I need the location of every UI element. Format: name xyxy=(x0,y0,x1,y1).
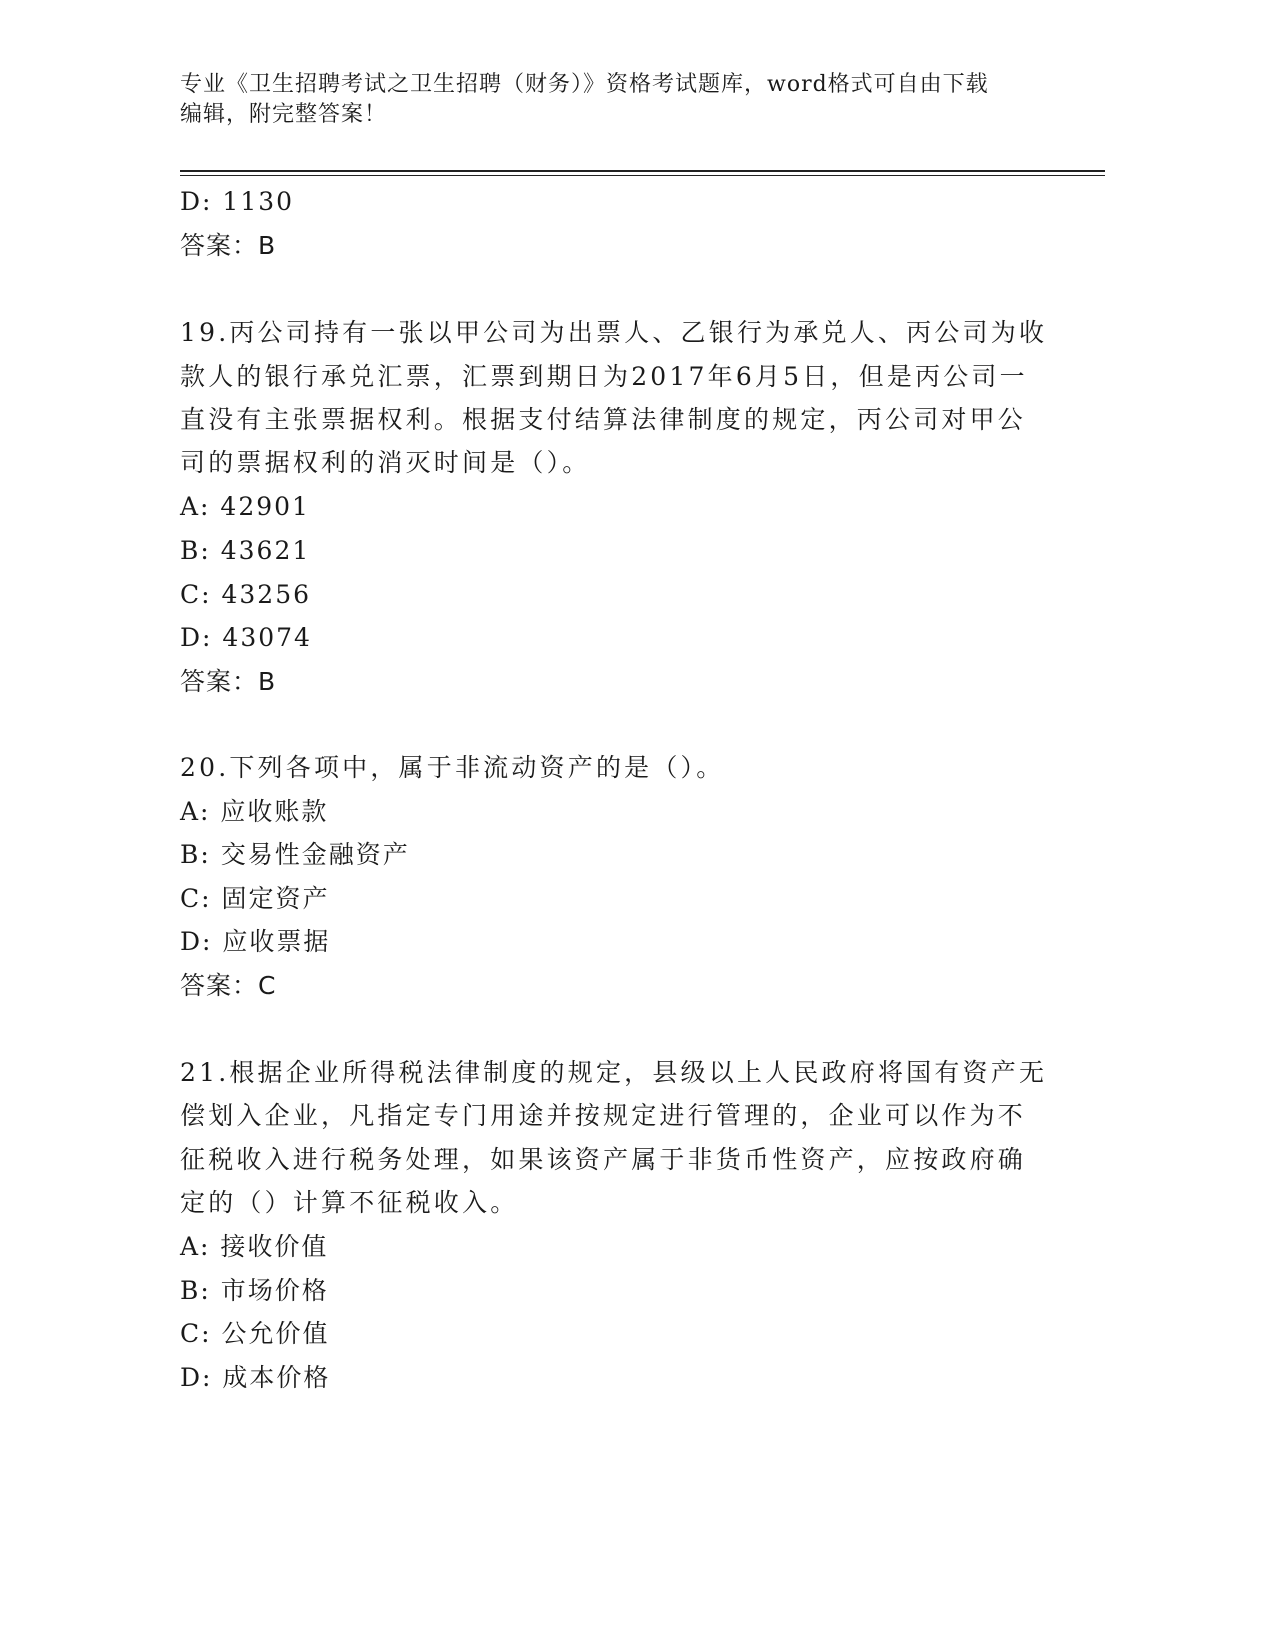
q20-option-a: A: 应收账款 xyxy=(180,797,329,826)
header-divider-thin xyxy=(180,175,1105,176)
q19-text-line-3: 直没有主张票据权利。根据支付结算法律制度的规定，丙公司对甲公 xyxy=(180,405,1027,434)
q19-option-a: A: 42901 xyxy=(180,492,310,521)
document-header xyxy=(180,70,1060,130)
prev-option-d: D: 1130 xyxy=(180,187,295,216)
q20-option-c: C: 固定资产 xyxy=(180,884,330,913)
q21-option-d: D: 成本价格 xyxy=(180,1363,331,1392)
q20-option-b: B: 交易性金融资产 xyxy=(180,840,410,869)
q19-answer: 答案：B xyxy=(180,667,277,696)
q19-text-line-1: 19.丙公司持有一张以甲公司为出票人、乙银行为承兑人、丙公司为收 xyxy=(180,318,1048,347)
q19-text-line-2: 款人的银行承兑汇票，汇票到期日为2017年6月5日，但是丙公司一 xyxy=(180,362,1028,391)
q20-text-line-1: 20.下列各项中，属于非流动资产的是（）。 xyxy=(180,753,725,782)
q21-option-a: A: 接收价值 xyxy=(180,1232,329,1261)
prev-answer: 答案：B xyxy=(180,231,277,260)
q19-option-b: B: 43621 xyxy=(180,536,311,565)
q21-option-c: C: 公允价值 xyxy=(180,1319,330,1348)
q21-option-b: B: 市场价格 xyxy=(180,1276,329,1305)
q21-text-line-3: 征税收入进行税务处理，如果该资产属于非货币性资产，应按政府确 xyxy=(180,1145,1027,1174)
q19-option-c: C: 43256 xyxy=(180,580,312,609)
header-divider-thick xyxy=(180,170,1105,172)
q21-text-line-2: 偿划入企业，凡指定专门用途并按规定进行管理的，企业可以作为不 xyxy=(180,1101,1027,1130)
header-line-1: 专业《卫生招聘考试之卫生招聘（财务）》资格考试题库，word格式可自由下载 xyxy=(180,72,989,97)
header-line-2: 编辑，附完整答案！ xyxy=(180,102,388,127)
q21-text-line-4: 定的（）计算不征税收入。 xyxy=(180,1188,519,1217)
q20-answer: 答案：C xyxy=(180,971,277,1000)
q19-option-d: D: 43074 xyxy=(180,623,312,652)
q20-option-d: D: 应收票据 xyxy=(180,927,331,956)
q19-text-line-4: 司的票据权利的消灭时间是（）。 xyxy=(180,448,591,477)
q21-text-line-1: 21.根据企业所得税法律制度的规定，县级以上人民政府将国有资产无 xyxy=(180,1058,1048,1087)
